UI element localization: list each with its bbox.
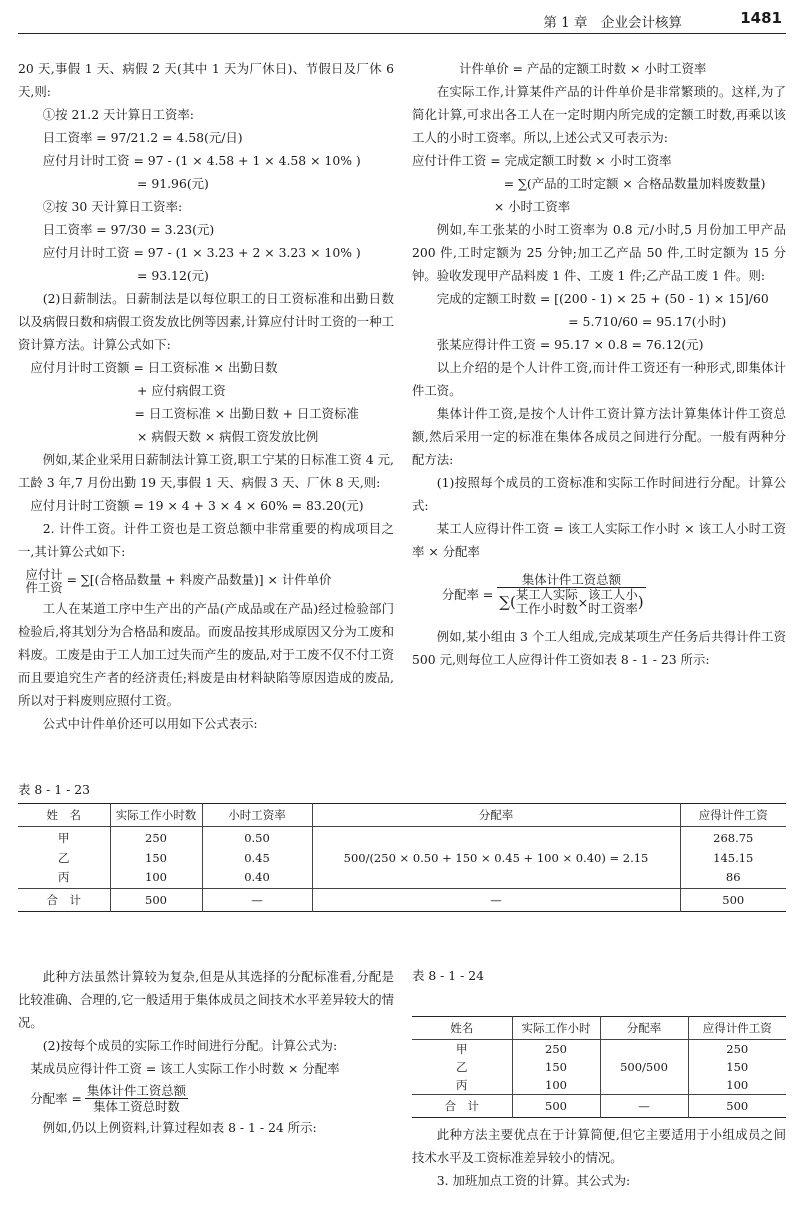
paragraph: 工人在某道工序中生产出的产品(产成品或在产品)经过检验部门检验后,将其划分为合格品和废品。而废品按其形成原因又分为工废和料废。工废是由于工人加工过失而产生的废品,对于工废不仅不付工资而且要追究生产者的经济责任;料废是由材料缺陷等原因造成的废品,所以对于料废则应照付工资。 [18,601,394,708]
paragraph: 例如,车工张某的小时工资率为 0.8 元/小时,5 月份加工甲产品 200 件,工时定额为 25 分钟;加工乙产品 50 件,工时定额为 15 分钟。验收发现甲产品料废 1 件、工废 1 件;乙产品工废 1 件。则: [412,222,786,283]
page-number: 1481 [740,9,782,27]
paragraph: 例如,某企业采用日薪制法计算工资,职工宁某的日标准工资 4 元,工龄 3 年,7 月份出勤 19 天,事假 1 天、病假 3 天、厂休 8 天,则: [18,452,394,490]
paragraph: 此种方法主要优点在于计算简便,但它主要适用于小组成员之间技术水平及工资标准差异较小的情况。 [412,1127,786,1165]
paragraph: 2. 计件工资。计件工资也是工资总额中非常重要的构成项目之一,其计算公式如下: [18,521,394,559]
table-cell: 500 [688,1095,786,1118]
formula-line: 应付月计时工资 = 97 - (1 × 3.23 + 2 × 3.23 × 10% ) [42,245,361,260]
table-cell: 丙 [456,1078,468,1092]
formula-line: 应付月计时工资额 = 19 × 4 + 3 × 4 × 60% = 83.20(元) [30,498,364,513]
table-total-row [18,889,786,912]
table-cell: 甲 [456,1042,468,1056]
column-header: 姓 名 [18,804,110,827]
paragraph: 例如,某小组由 3 个工人组成,完成某项生产任务后共得计件工资 500 元,则每位工人应得计件工资如表 8 - 1 - 23 所示: [412,629,786,667]
column-header: 应得计件工资 [688,1017,786,1040]
table-cell: 乙 [456,1060,468,1074]
table-row [412,1058,786,1076]
formula-line: 应付计 件工资 = ∑[(合格品数量 + 料废产品数量)] × 计件单价 [25,566,332,595]
table-cell: 0.40 [202,867,312,889]
table-8-1-24 [412,1016,786,1118]
table-cell: 合 计 [18,889,110,912]
table-cell: 乙 [58,850,70,865]
paragraph: 在实际工作,计算某件产品的计件单价是非常繁琐的。这样,为了简化计算,可求出各工人在一定时期内所完成的定额工时数,再乘以该工人的小时工资率。所以,上述公式又可表示为: [412,84,786,145]
formula-line: 完成的定额工时数 = [(200 - 1) × 25 + (50 - 1) × 15]/60 [436,291,769,306]
table-cell: — [312,889,680,912]
formula-line: 应付计件工资 = 完成定额工时数 × 小时工资率 [412,153,672,168]
table-cell: 0.45 [202,849,312,867]
formula-line: = ∑(产品的工时定额 × 合格品数量加料废数量) [503,176,766,191]
fraction-label: 应付计 件工资 [25,566,63,595]
paragraph: ②按 30 天计算日工资率: [42,199,183,214]
column-header: 应得计件工资 [680,804,786,827]
header-rule [18,33,786,34]
table-header-row [18,804,786,827]
table-cell: 145.15 [680,849,786,867]
allocation-formula: 分配率 = 集体计件工资总额 ∑( 某工人实际 工作小时数 × 该工人小 时工资率 ) [441,572,644,616]
table-total-row [412,1095,786,1118]
table-cell: 86 [680,867,786,889]
paragraph: ①按 21.2 天计算日工资率: [42,107,194,122]
paragraph: (2)按每个成员的实际工作时间进行分配。计算公式为: [42,1038,338,1053]
paragraph: 3. 加班加点工资的计算。其公式为: [436,1173,631,1188]
formula-line: = 91.96(元) [137,176,209,191]
column-header: 实际工作小时数 [110,804,202,827]
table-row [18,827,786,849]
formula-line: × 小时工资率 [493,199,571,214]
paragraph: 以上介绍的是个人计件工资,而计件工资还有一种形式,即集体计件工资。 [412,360,786,398]
table-cell: 合 计 [412,1095,512,1118]
table-cell: 250 [688,1040,786,1059]
formula-line: 张某应得计件工资 = 95.17 × 0.8 = 76.12(元) [436,337,704,352]
table-cell: 150 [512,1058,600,1076]
allocation-formula-2: 分配率 = $\frac{\text{集体计件工资总额}}{\text{集体工资总时数}}$ [30,1082,187,1114]
bottom-left-column [18,965,394,1139]
table-cell: 丙 [58,870,70,885]
table-cell: 250 [110,827,202,849]
chapter-title: 第 1 章 企业会计核算 [543,15,682,31]
table-row [412,1076,786,1095]
bottom-right-column [412,1123,786,1192]
paragraph: 此种方法虽然计算较为复杂,但是从其选择的分配标准看,分配是比较准确、合理的,它一般适用于集体成员之间技术水平差异较大的情况。 [18,969,394,1030]
left-column [18,57,394,735]
table-cell: 500 [512,1095,600,1118]
table-cell-allocation-rate: 500/500 [600,1040,688,1095]
table-header-row [412,1017,786,1040]
table-cell: 500 [680,889,786,912]
formula-line: 应付月计时工资额 = 日工资标准 × 出勤日数 [30,360,278,375]
formula-line: 应付月计时工资 = 97 - (1 × 4.58 + 1 × 4.58 × 10% ) [42,153,361,168]
paragraph: 某工人应得计件工资 = 该工人实际工作小时 × 该工人小时工资率 × 分配率 [412,521,786,559]
paragraph: (2)日薪制法。日薪制法是以每位职工的日工资标准和出勤日数以及病假日数和病假工资发放比例等因素,计算应付计时工资的一种工资计算方法。计算公式如下: [18,291,394,352]
formula-line: = 93.12(元) [137,268,209,283]
table-cell: 150 [688,1058,786,1076]
table-cell: — [600,1095,688,1118]
table-cell: 甲 [58,830,70,845]
formula-line: 日工资率 = 97/21.2 = 4.58(元/日) [42,130,243,145]
table-cell: 100 [512,1076,600,1095]
formula-line: + 应付病假工资 [137,383,226,398]
table-cell: 150 [110,849,202,867]
column-header: 实际工作小时 [512,1017,600,1040]
column-header: 小时工资率 [202,804,312,827]
table-row [412,1040,786,1059]
table-cell: 0.50 [202,827,312,849]
table-cell: 268.75 [680,827,786,849]
table-caption: 表 8 - 1 - 23 [18,782,90,797]
paragraph: 20 天,事假 1 天、病假 2 天(其中 1 天为厂休日)、节假日及厂休 6 天,则: [18,61,394,99]
table-cell: 250 [512,1040,600,1059]
formula-line: 某成员应得计件工资 = 该工人实际工作小时数 × 分配率 [30,1061,340,1076]
page-header [0,0,804,38]
table-cell: — [202,889,312,912]
paragraph: 集体计件工资,是按个人计件工资计算方法计算集体计件工资总额,然后采用一定的标准在集体各成员之间进行分配。一般有两种分配方法: [412,406,786,467]
table-8-1-23 [18,803,786,912]
table-cell: 100 [688,1076,786,1095]
right-column [412,57,786,671]
table-caption: 表 8 - 1 - 24 [412,968,484,983]
table-cell: 100 [110,867,202,889]
paragraph: 例如,仍以上例资料,计算过程如表 8 - 1 - 24 所示: [42,1120,317,1135]
formula-line: 计件单价 = 产品的定额工时数 × 小时工资率 [459,61,707,76]
column-header: 姓名 [412,1017,512,1040]
column-header: 分配率 [600,1017,688,1040]
table-cell: 500 [110,889,202,912]
column-header: 分配率 [312,804,680,827]
paragraph: 公式中计件单价还可以用如下公式表示: [42,716,258,731]
formula-line: = 日工资标准 × 出勤日数 + 日工资标准 [134,406,359,421]
paragraph: (1)按照每个成员的工资标准和实际工作时间进行分配。计算公式: [412,475,786,513]
table-cell-allocation-rate: 500/(250 × 0.50 + 150 × 0.45 + 100 × 0.40) = 2.15 [312,827,680,889]
formula-line: = 5.710/60 = 95.17(小时) [568,314,727,329]
formula-line: × 病假天数 × 病假工资发放比例 [137,429,319,444]
formula-line: 日工资率 = 97/30 = 3.23(元) [42,222,215,237]
